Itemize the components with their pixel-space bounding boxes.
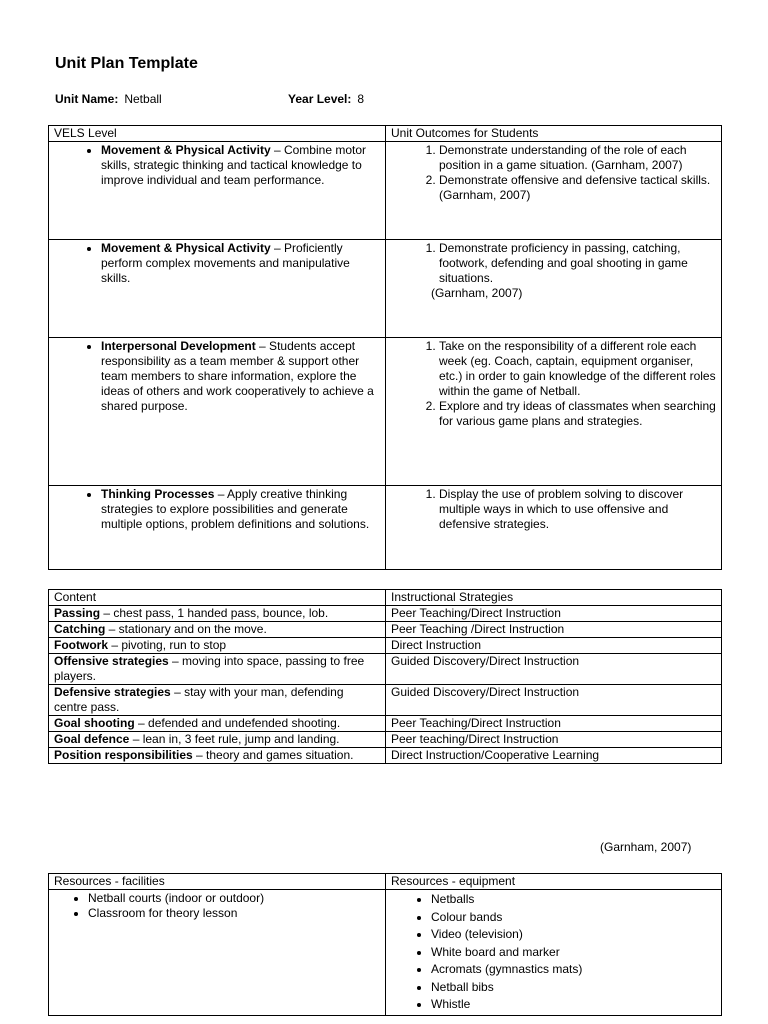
vels-cell: [49, 338, 386, 486]
content-cell: [49, 622, 386, 638]
vels-description: – Proficiently perform complex movements and manipulative skills.: [101, 241, 350, 285]
strategy-cell: Direct Instruction/Cooperative Learning: [386, 748, 722, 764]
facility-item: • Netball courts (indoor or outdoor): [88, 891, 380, 906]
content-description: – stay with your man, defending centre pass.: [54, 685, 344, 714]
content-row: [49, 716, 722, 732]
year-level-label: Year Level:: [288, 92, 352, 106]
content-cell: [49, 732, 386, 748]
vels-row: [49, 338, 722, 486]
year-level-line: [288, 92, 364, 106]
vels-row: [49, 142, 722, 240]
content-topic: Goal shooting: [54, 716, 135, 730]
content-description: – lean in, 3 feet rule, jump and landing.: [129, 732, 340, 746]
equipment-item: • White board and marker: [431, 944, 716, 962]
equipment-item: • Colour bands: [431, 909, 716, 927]
strategy-cell: Guided Discovery/Direct Instruction: [386, 654, 722, 685]
resources-table: [48, 873, 722, 1016]
vels-topic: Movement & Physical Activity: [101, 143, 271, 157]
equipment-item: • Netballs: [431, 891, 716, 909]
content-cell: [49, 716, 386, 732]
outcomes-header: Unit Outcomes for Students: [386, 126, 722, 142]
content-cell: [49, 654, 386, 685]
outcomes-cell: [386, 338, 722, 486]
year-level-value: 8: [357, 92, 365, 106]
content-topic: Goal defence: [54, 732, 130, 746]
content-description: – chest pass, 1 handed pass, bounce, lob.: [100, 606, 329, 620]
content-description: – theory and games situation.: [192, 748, 354, 762]
content-row: [49, 654, 722, 685]
content-topic: Passing: [54, 606, 101, 620]
equipment-item: • Whistle: [431, 996, 716, 1014]
content-cell: [49, 748, 386, 764]
vels-cell: [49, 142, 386, 240]
vels-topic: Thinking Processes: [101, 487, 215, 501]
content-row: [49, 748, 722, 764]
content-description: – pivoting, run to stop: [108, 638, 227, 652]
outcome-note: (Garnham, 2007): [431, 286, 523, 300]
content-table: [48, 589, 722, 764]
content-cell: [49, 638, 386, 654]
content-description: – moving into space, passing to free players.: [54, 654, 365, 683]
strategies-header: Instructional Strategies: [386, 590, 722, 606]
content-row: [49, 638, 722, 654]
content-cell: [49, 685, 386, 716]
content-topic: Offensive strategies: [54, 654, 169, 668]
content-topic: Footwork: [54, 638, 108, 652]
outcome-item: 1. Display the use of problem solving to discover multiple ways in which to use offensive and defensive strategies.: [439, 487, 716, 532]
content-topic: Catching: [54, 622, 106, 636]
page-title: Unit Plan Template: [55, 55, 198, 72]
facilities-header: Resources - facilities: [49, 874, 386, 890]
strategy-cell: Peer Teaching/Direct Instruction: [386, 606, 722, 622]
content-description: – stationary and on the move.: [105, 622, 267, 636]
vels-description: – Apply creative thinking strategies to explore possibilities and generate multiple options, problem definitions and solutions.: [101, 487, 370, 531]
outcome-item: 1. Take on the responsibility of a different role each week (eg. Coach, captain, equipment organiser, etc.) in order to gain knowledge of the different roles within the game of Netball.: [439, 339, 716, 399]
outcomes-cell: [386, 486, 722, 570]
equipment-cell: [386, 890, 722, 1016]
equipment-item: • Video (television): [431, 926, 716, 944]
vels-cell: [49, 240, 386, 338]
content-cell: [49, 606, 386, 622]
strategy-cell: Guided Discovery/Direct Instruction: [386, 685, 722, 716]
unit-name-label: Unit Name:: [55, 92, 119, 106]
unit-name-line: [55, 92, 162, 106]
content-row: [49, 732, 722, 748]
unit-name-value: Netball: [124, 92, 162, 106]
vels-table: [48, 125, 722, 570]
vels-description: – Students accept responsibility as a team member & support other team members to share information, explore the ideas of others and work cooperatively to achieve a shared purpose.: [101, 339, 374, 413]
equipment-item: • Acromats (gymnastics mats): [431, 961, 716, 979]
outcomes-cell: [386, 240, 722, 338]
outcomes-cell: [386, 142, 722, 240]
facility-item: • Classroom for theory lesson: [88, 906, 380, 921]
equipment-header: Resources - equipment: [386, 874, 722, 890]
outcome-item: 1. Demonstrate understanding of the role of each position in a game situation. (Garnham, 2007): [439, 143, 716, 173]
content-header: Content: [49, 590, 386, 606]
vels-row: [49, 486, 722, 570]
facilities-cell: [49, 890, 386, 1016]
strategy-cell: Peer Teaching /Direct Instruction: [386, 622, 722, 638]
content-row: [49, 622, 722, 638]
strategy-cell: Peer teaching/Direct Instruction: [386, 732, 722, 748]
vels-topic: Interpersonal Development: [101, 339, 256, 353]
vels-topic: Movement & Physical Activity: [101, 241, 271, 255]
content-row: [49, 606, 722, 622]
content-topic: Defensive strategies: [54, 685, 171, 699]
vels-row: [49, 240, 722, 338]
strategy-cell: Peer Teaching/Direct Instruction: [386, 716, 722, 732]
equipment-item: • Netball bibs: [431, 979, 716, 997]
vels-description: – Combine motor skills, strategic thinking and tactical knowledge to improve individual and team performance.: [101, 143, 366, 187]
strategy-cell: Direct Instruction: [386, 638, 722, 654]
vels-cell: [49, 486, 386, 570]
vels-header: VELS Level: [49, 126, 386, 142]
outcome-item: 1. Demonstrate proficiency in passing, catching, footwork, defending and goal shooting in game situations.: [439, 241, 716, 286]
outcome-item: 2. Demonstrate offensive and defensive tactical skills. (Garnham, 2007): [439, 173, 716, 203]
content-row: [49, 685, 722, 716]
content-description: – defended and undefended shooting.: [134, 716, 341, 730]
outcome-item: 2. Explore and try ideas of classmates when searching for various game plans and strategies.: [439, 399, 716, 429]
content-citation: (Garnham, 2007): [600, 840, 692, 854]
content-topic: Position responsibilities: [54, 748, 193, 762]
